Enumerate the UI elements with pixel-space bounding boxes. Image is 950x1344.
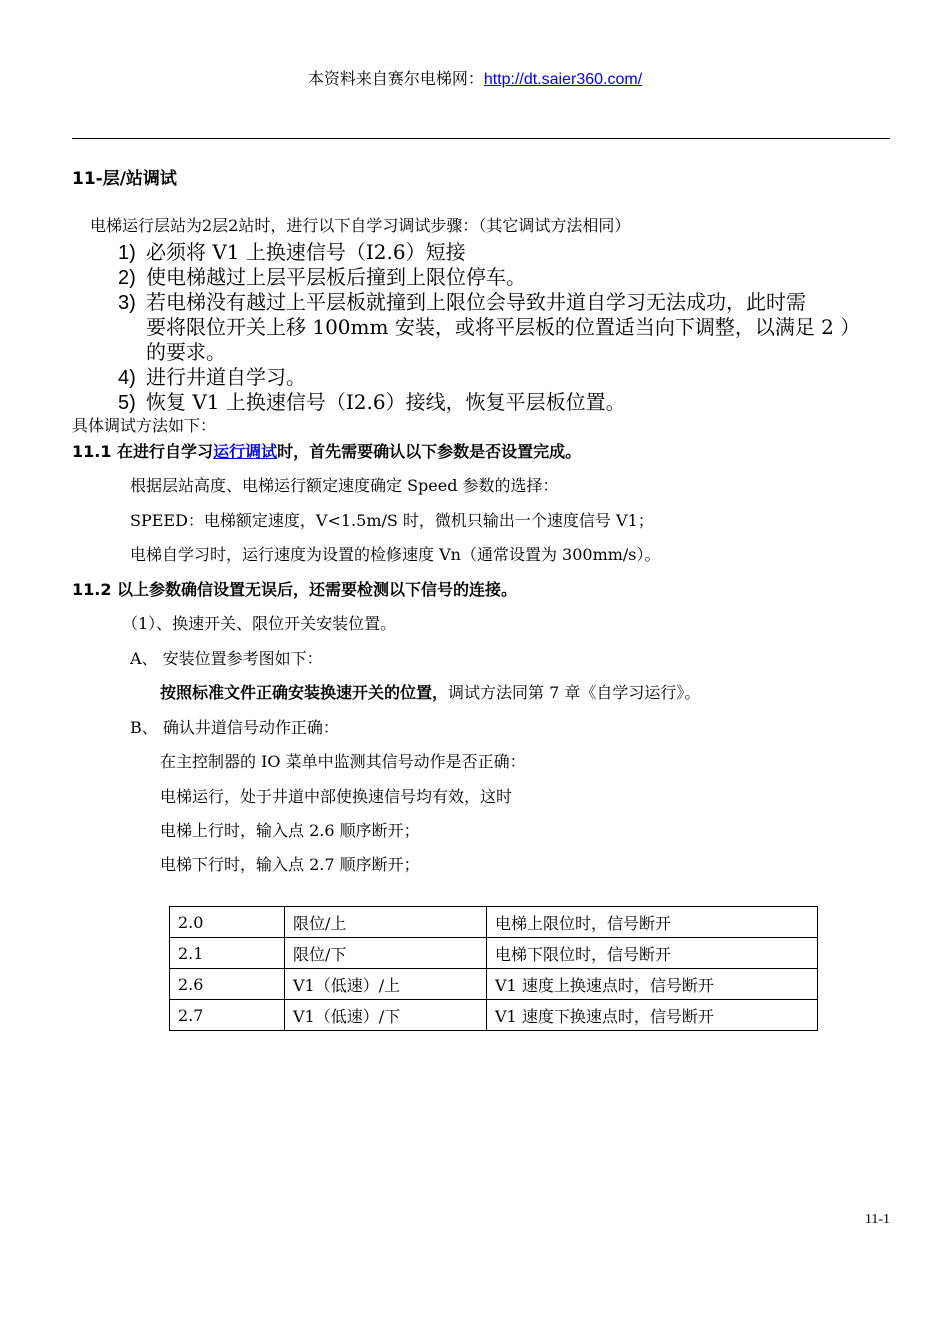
item-a-detail: 按照标准文件正确安装换速开关的位置，调试方法同第 7 章《自学习运行》。	[160, 683, 701, 702]
page-header	[0, 66, 950, 89]
table-cell: V1 速度上换速点时，信号断开	[487, 969, 818, 1000]
page-number: 11-1	[864, 1212, 890, 1227]
item-b: B、 确认井道信号动作正确：	[130, 718, 339, 737]
section-title: 11-层/站调试	[72, 169, 177, 189]
table-cell: 限位/下	[285, 938, 487, 969]
item-b-line: 电梯上行时，输入点 2.6 顺序断开；	[160, 821, 420, 840]
step-1: 1) 必须将 V1 上换速信号（I2.6）短接	[118, 240, 466, 264]
table-cell: 2.1	[170, 938, 285, 969]
intro-paragraph: 电梯运行层站为2层2站时，进行以下自学习调试步骤：（其它调试方法相同）	[90, 216, 631, 235]
paragraph-line: SPEED：电梯额定速度，V<1.5m/S 时，微机只输出一个速度信号 V1；	[130, 511, 654, 530]
paragraph-line: 电梯自学习时，运行速度为设置的检修速度 Vn（通常设置为 300mm/s）。	[130, 545, 661, 564]
step-3: 3) 若电梯没有越过上平层板就撞到上限位会导致井道自学习无法成功，此时需	[118, 290, 806, 314]
item-b-line: 在主控制器的 IO 菜单中监测其信号动作是否正确：	[160, 752, 526, 771]
table-row	[170, 938, 818, 969]
step-3-continued: 要将限位开关上移 100mm 安装，或将平层板的位置适当向下调整，以满足 2 ）	[146, 315, 861, 339]
table-cell: 电梯下限位时，信号断开	[487, 938, 818, 969]
table-cell: V1（低速）/上	[285, 969, 487, 1000]
table-cell: 2.6	[170, 969, 285, 1000]
table-cell: 限位/上	[285, 907, 487, 938]
header-url-link[interactable]: http://dt.saier360.com/	[483, 71, 643, 88]
table-cell: 电梯上限位时，信号断开	[487, 907, 818, 938]
heading-11-2: 11.2 以上参数确信设置无误后，还需要检测以下信号的连接。	[72, 580, 518, 599]
paragraph-line: 根据层站高度、电梯运行额定速度确定 Speed 参数的选择：	[130, 476, 559, 495]
step-4: 4) 进行井道自学习。	[118, 365, 306, 389]
item-1: （1）、换速开关、限位开关安装位置。	[122, 614, 397, 633]
item-b-line: 电梯运行，处于井道中部使换速信号均有效，这时	[160, 787, 513, 806]
run-debug-link[interactable]: 运行调试	[213, 442, 278, 461]
header-source-text: 本资料来自赛尔电梯网：	[307, 69, 484, 88]
table-row	[170, 969, 818, 1000]
table-cell: V1 速度下换速点时，信号断开	[487, 1000, 818, 1031]
table-cell: 2.7	[170, 1000, 285, 1031]
signal-table	[169, 906, 818, 1031]
heading-11-1: 11.1 在进行自学习运行调试时，首先需要确认以下参数是否设置完成。	[72, 442, 582, 461]
table-cell: V1（低速）/下	[285, 1000, 487, 1031]
header-divider	[72, 138, 890, 139]
method-intro: 具体调试方法如下：	[72, 416, 217, 435]
table-cell: 2.0	[170, 907, 285, 938]
item-b-line: 电梯下行时，输入点 2.7 顺序断开；	[160, 855, 420, 874]
step-3-continued: 的要求。	[146, 340, 226, 364]
table-row	[170, 1000, 818, 1031]
step-5: 5) 恢复 V1 上换速信号（I2.6）接线，恢复平层板位置。	[118, 390, 626, 414]
item-a: A、 安装位置参考图如下：	[130, 649, 323, 668]
step-2: 2) 使电梯越过上层平层板后撞到上限位停车。	[118, 265, 526, 289]
table-row	[170, 907, 818, 938]
